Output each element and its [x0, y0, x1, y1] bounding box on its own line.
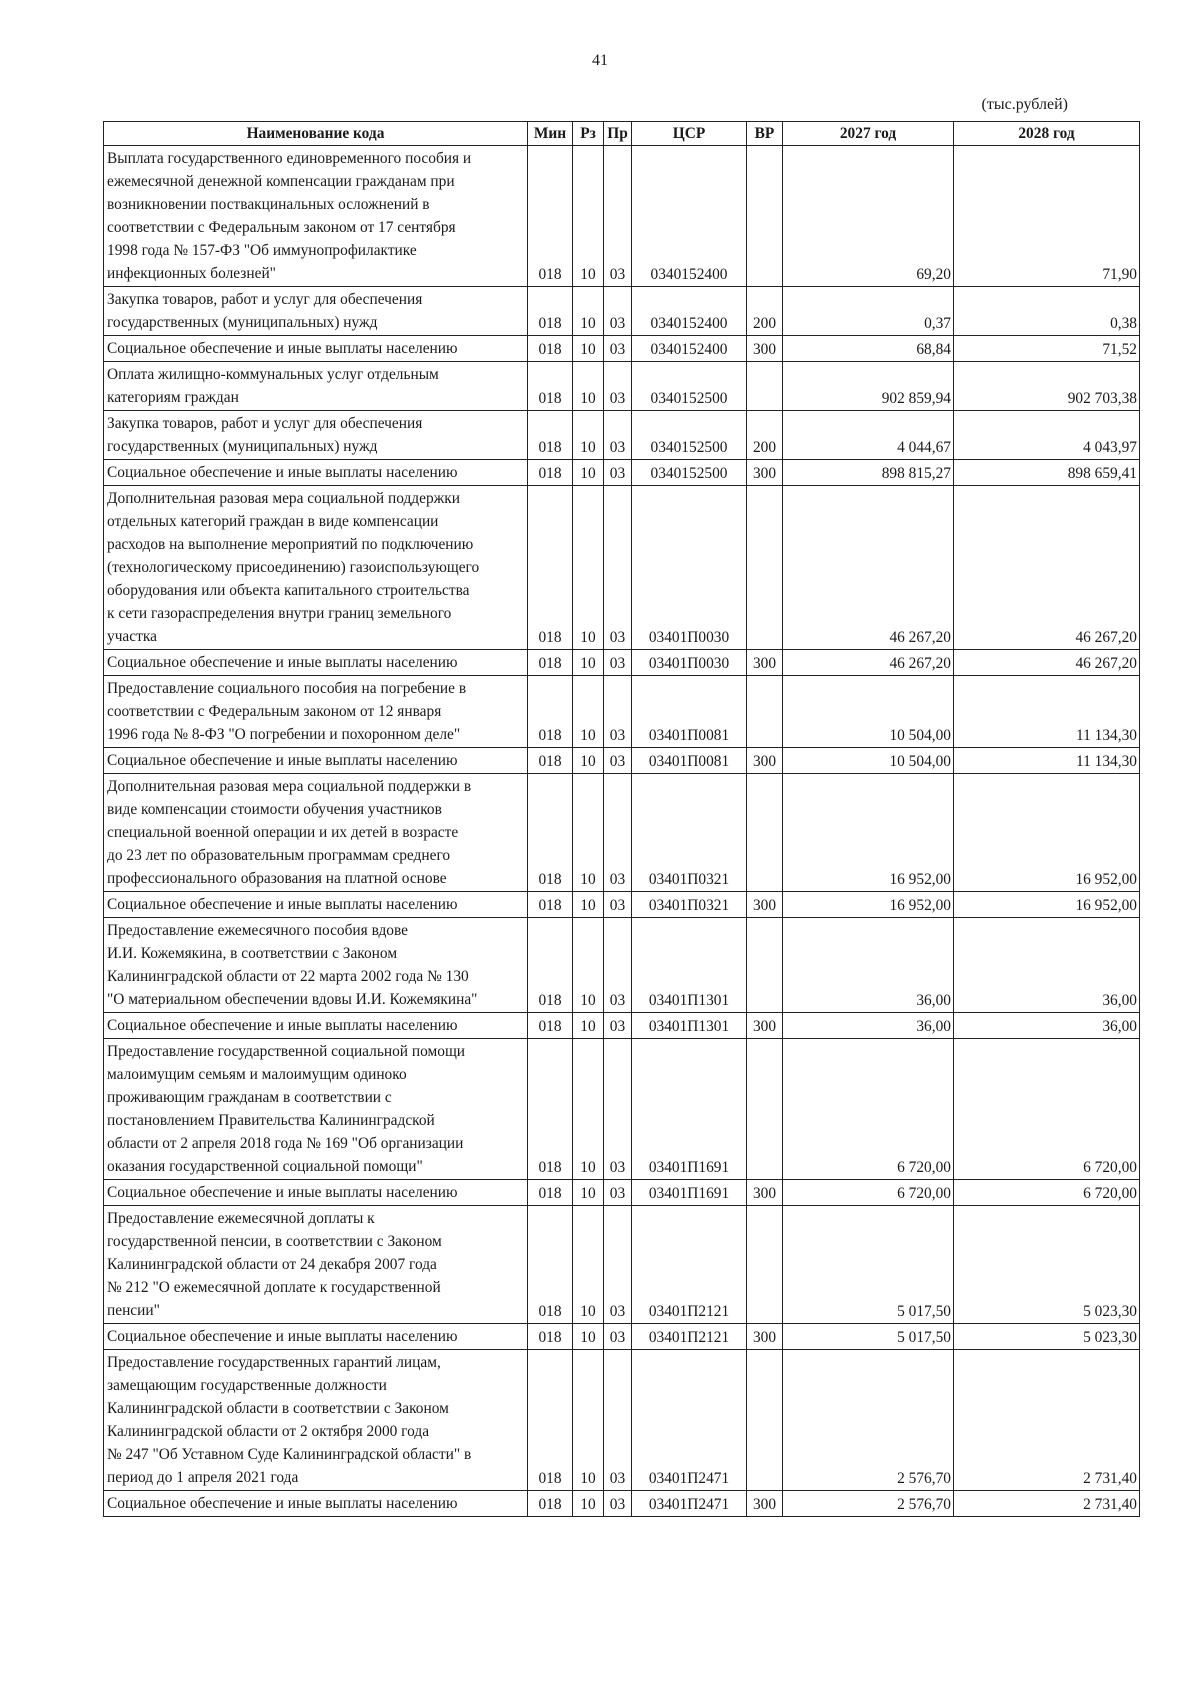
cell-vr: 300 [747, 748, 783, 774]
cell-rz: 10 [573, 287, 604, 336]
cell-2027: 2 576,70 [783, 1350, 954, 1491]
cell-min: 018 [528, 1491, 573, 1517]
cell-min: 018 [528, 918, 573, 1013]
cell-2028: 4 043,97 [954, 411, 1140, 460]
cell-pr: 03 [604, 892, 632, 918]
cell-csr: 03401П0321 [632, 892, 747, 918]
cell-min: 018 [528, 1206, 573, 1324]
cell-rz: 10 [573, 918, 604, 1013]
cell-rz: 10 [573, 1324, 604, 1350]
cell-name: Социальное обеспечение и иные выплаты населению [104, 460, 528, 486]
cell-2027: 902 859,94 [783, 362, 954, 411]
header-2028: 2028 год [954, 122, 1140, 146]
cell-vr: 300 [747, 336, 783, 362]
cell-vr: 200 [747, 287, 783, 336]
cell-name: Социальное обеспечение и иные выплаты населению [104, 336, 528, 362]
cell-2028: 36,00 [954, 918, 1140, 1013]
cell-rz: 10 [573, 748, 604, 774]
cell-pr: 03 [604, 774, 632, 892]
table-row [104, 650, 1140, 676]
cell-rz: 10 [573, 1013, 604, 1039]
cell-pr: 03 [604, 460, 632, 486]
cell-2028: 71,90 [954, 146, 1140, 287]
header-min: Мин [528, 122, 573, 146]
cell-csr: 03401П1301 [632, 1013, 747, 1039]
cell-csr: 03401П2471 [632, 1350, 747, 1491]
table-row [104, 748, 1140, 774]
cell-2027: 898 815,27 [783, 460, 954, 486]
cell-vr: 300 [747, 1013, 783, 1039]
cell-rz: 10 [573, 486, 604, 650]
cell-rz: 10 [573, 336, 604, 362]
cell-rz: 10 [573, 411, 604, 460]
cell-rz: 10 [573, 774, 604, 892]
cell-pr: 03 [604, 1013, 632, 1039]
cell-csr: 0340152400 [632, 146, 747, 287]
cell-2028: 46 267,20 [954, 486, 1140, 650]
cell-2027: 69,20 [783, 146, 954, 287]
cell-2028: 5 023,30 [954, 1324, 1140, 1350]
table-row [104, 146, 1140, 287]
cell-min: 018 [528, 362, 573, 411]
cell-pr: 03 [604, 1324, 632, 1350]
cell-2028: 0,38 [954, 287, 1140, 336]
cell-2027: 5 017,50 [783, 1206, 954, 1324]
cell-name: Социальное обеспечение и иные выплаты населению [104, 650, 528, 676]
cell-2027: 10 504,00 [783, 676, 954, 748]
cell-rz: 10 [573, 1491, 604, 1517]
cell-pr: 03 [604, 486, 632, 650]
cell-2028: 6 720,00 [954, 1039, 1140, 1180]
cell-csr: 03401П2121 [632, 1206, 747, 1324]
cell-min: 018 [528, 748, 573, 774]
cell-vr: 300 [747, 460, 783, 486]
cell-2027: 10 504,00 [783, 748, 954, 774]
header-2027: 2027 год [783, 122, 954, 146]
cell-vr: 300 [747, 1491, 783, 1517]
cell-2027: 0,37 [783, 287, 954, 336]
cell-pr: 03 [604, 287, 632, 336]
cell-pr: 03 [604, 1206, 632, 1324]
cell-pr: 03 [604, 1491, 632, 1517]
cell-name: Предоставление государственных гарантий лицам, замещающим государственные должности Калининградской области в соответствии с Законом Калининградской области от 2 октября 2000 года № 247 "Об Уставном Суде Калининградской области" в период до 1 апреля 2021 года [104, 1350, 528, 1491]
cell-pr: 03 [604, 676, 632, 748]
header-pr: Пр [604, 122, 632, 146]
cell-pr: 03 [604, 1350, 632, 1491]
cell-min: 018 [528, 676, 573, 748]
cell-pr: 03 [604, 918, 632, 1013]
cell-pr: 03 [604, 362, 632, 411]
cell-min: 018 [528, 650, 573, 676]
cell-2027: 16 952,00 [783, 892, 954, 918]
table-body [104, 146, 1140, 1517]
table-row [104, 362, 1140, 411]
cell-vr [747, 146, 783, 287]
table-row [104, 1324, 1140, 1350]
cell-name: Социальное обеспечение и иные выплаты населению [104, 1324, 528, 1350]
units-label: (тыс.рублей) [981, 96, 1068, 113]
cell-2027: 6 720,00 [783, 1039, 954, 1180]
cell-pr: 03 [604, 146, 632, 287]
cell-csr: 0340152500 [632, 362, 747, 411]
table-row [104, 918, 1140, 1013]
cell-min: 018 [528, 486, 573, 650]
cell-csr: 0340152500 [632, 460, 747, 486]
table-header-row [104, 122, 1140, 146]
cell-vr: 300 [747, 1180, 783, 1206]
table-row [104, 1039, 1140, 1180]
cell-vr [747, 774, 783, 892]
cell-csr: 03401П1691 [632, 1039, 747, 1180]
header-vr: ВР [747, 122, 783, 146]
cell-csr: 03401П0321 [632, 774, 747, 892]
table-row [104, 1206, 1140, 1324]
cell-min: 018 [528, 460, 573, 486]
cell-2028: 902 703,38 [954, 362, 1140, 411]
cell-name: Предоставление ежемесячной доплаты к государственной пенсии, в соответствии с Законом Калининградской области от 24 декабря 2007 года № 212 "О ежемесячной доплате к государственной пенсии" [104, 1206, 528, 1324]
cell-name: Закупка товаров, работ и услуг для обеспечения государственных (муниципальных) нужд [104, 287, 528, 336]
cell-name: Выплата государственного единовременного пособия и ежемесячной денежной компенсации гражданам при возникновении поствакцинальных осложнений в соответствии с Федеральным законом от 17 сентября 1998 года № 157-ФЗ "Об иммунопрофилактике инфекционных болезней" [104, 146, 528, 287]
header-csr: ЦСР [632, 122, 747, 146]
cell-2027: 4 044,67 [783, 411, 954, 460]
cell-pr: 03 [604, 411, 632, 460]
cell-min: 018 [528, 1324, 573, 1350]
cell-vr [747, 676, 783, 748]
cell-2027: 46 267,20 [783, 650, 954, 676]
cell-vr: 200 [747, 411, 783, 460]
cell-min: 018 [528, 1350, 573, 1491]
cell-2027: 6 720,00 [783, 1180, 954, 1206]
cell-min: 018 [528, 892, 573, 918]
budget-table [103, 121, 1140, 1517]
cell-2028: 5 023,30 [954, 1206, 1140, 1324]
cell-rz: 10 [573, 892, 604, 918]
cell-csr: 0340152400 [632, 287, 747, 336]
cell-2028: 11 134,30 [954, 676, 1140, 748]
cell-rz: 10 [573, 650, 604, 676]
cell-pr: 03 [604, 336, 632, 362]
cell-2028: 36,00 [954, 1013, 1140, 1039]
cell-csr: 03401П1691 [632, 1180, 747, 1206]
cell-csr: 03401П0081 [632, 676, 747, 748]
cell-vr [747, 1350, 783, 1491]
cell-2028: 898 659,41 [954, 460, 1140, 486]
cell-vr [747, 486, 783, 650]
cell-min: 018 [528, 1013, 573, 1039]
cell-2028: 6 720,00 [954, 1180, 1140, 1206]
cell-rz: 10 [573, 362, 604, 411]
table-row [104, 1491, 1140, 1517]
cell-min: 018 [528, 411, 573, 460]
cell-name: Предоставление государственной социальной помощи малоимущим семьям и малоимущим одиноко проживающим гражданам в соответствии с постановлением Правительства Калининградской области от 2 апреля 2018 года № 169 "Об организации оказания государственной социальной помощи" [104, 1039, 528, 1180]
table-row [104, 892, 1140, 918]
table-row [104, 486, 1140, 650]
cell-csr: 03401П1301 [632, 918, 747, 1013]
cell-2027: 46 267,20 [783, 486, 954, 650]
cell-2027: 5 017,50 [783, 1324, 954, 1350]
table-row [104, 1180, 1140, 1206]
cell-pr: 03 [604, 748, 632, 774]
cell-2028: 46 267,20 [954, 650, 1140, 676]
cell-name: Социальное обеспечение и иные выплаты населению [104, 748, 528, 774]
cell-2028: 71,52 [954, 336, 1140, 362]
cell-2028: 16 952,00 [954, 774, 1140, 892]
cell-name: Социальное обеспечение и иные выплаты населению [104, 1180, 528, 1206]
cell-2028: 2 731,40 [954, 1350, 1140, 1491]
cell-name: Социальное обеспечение и иные выплаты населению [104, 1491, 528, 1517]
cell-rz: 10 [573, 146, 604, 287]
cell-csr: 03401П2471 [632, 1491, 747, 1517]
cell-name: Социальное обеспечение и иные выплаты населению [104, 892, 528, 918]
cell-csr: 0340152500 [632, 411, 747, 460]
table-row [104, 336, 1140, 362]
cell-rz: 10 [573, 1180, 604, 1206]
cell-2027: 36,00 [783, 1013, 954, 1039]
cell-name: Дополнительная разовая мера социальной поддержки отдельных категорий граждан в виде компенсации расходов на выполнение мероприятий по подключению (технологическому присоединению) газоиспользующего оборудования или объекта капитального строительства к сети газораспределения внутри границ земельного участка [104, 486, 528, 650]
cell-2027: 36,00 [783, 918, 954, 1013]
table-row [104, 287, 1140, 336]
cell-min: 018 [528, 336, 573, 362]
cell-pr: 03 [604, 1039, 632, 1180]
cell-name: Социальное обеспечение и иные выплаты населению [104, 1013, 528, 1039]
cell-2028: 11 134,30 [954, 748, 1140, 774]
cell-pr: 03 [604, 1180, 632, 1206]
cell-csr: 03401П0081 [632, 748, 747, 774]
cell-2027: 2 576,70 [783, 1491, 954, 1517]
cell-vr [747, 1206, 783, 1324]
cell-min: 018 [528, 1039, 573, 1180]
cell-vr [747, 1039, 783, 1180]
cell-csr: 03401П2121 [632, 1324, 747, 1350]
cell-rz: 10 [573, 1039, 604, 1180]
cell-name: Предоставление ежемесячного пособия вдове И.И. Кожемякина, в соответствии с Законом Калининградской области от 22 марта 2002 года № 130 "О материальном обеспечении вдовы И.И. Кожемякина" [104, 918, 528, 1013]
cell-vr: 300 [747, 1324, 783, 1350]
cell-min: 018 [528, 774, 573, 892]
header-name: Наименование кода [104, 122, 528, 146]
table-row [104, 1013, 1140, 1039]
table-row [104, 676, 1140, 748]
table-row [104, 411, 1140, 460]
cell-min: 018 [528, 146, 573, 287]
cell-2028: 16 952,00 [954, 892, 1140, 918]
cell-name: Закупка товаров, работ и услуг для обеспечения государственных (муниципальных) нужд [104, 411, 528, 460]
cell-rz: 10 [573, 676, 604, 748]
cell-name: Дополнительная разовая мера социальной поддержки в виде компенсации стоимости обучения участников специальной военной операции и их детей в возрасте до 23 лет по образовательным программам среднего профессионального образования на платной основе [104, 774, 528, 892]
cell-rz: 10 [573, 460, 604, 486]
table-row [104, 460, 1140, 486]
table-row [104, 1350, 1140, 1491]
cell-2028: 2 731,40 [954, 1491, 1140, 1517]
header-rz: Рз [573, 122, 604, 146]
cell-rz: 10 [573, 1206, 604, 1324]
cell-csr: 03401П0030 [632, 486, 747, 650]
table-row [104, 774, 1140, 892]
cell-2027: 68,84 [783, 336, 954, 362]
cell-vr: 300 [747, 650, 783, 676]
cell-min: 018 [528, 1180, 573, 1206]
cell-name: Предоставление социального пособия на погребение в соответствии с Федеральным законом от 12 января 1996 года № 8-ФЗ "О погребении и похоронном деле" [104, 676, 528, 748]
cell-csr: 03401П0030 [632, 650, 747, 676]
page-number: 41 [592, 52, 608, 69]
cell-vr: 300 [747, 892, 783, 918]
cell-2027: 16 952,00 [783, 774, 954, 892]
cell-vr [747, 918, 783, 1013]
cell-pr: 03 [604, 650, 632, 676]
cell-vr [747, 362, 783, 411]
cell-rz: 10 [573, 1350, 604, 1491]
cell-csr: 0340152400 [632, 336, 747, 362]
cell-min: 018 [528, 287, 573, 336]
cell-name: Оплата жилищно-коммунальных услуг отдельным категориям граждан [104, 362, 528, 411]
